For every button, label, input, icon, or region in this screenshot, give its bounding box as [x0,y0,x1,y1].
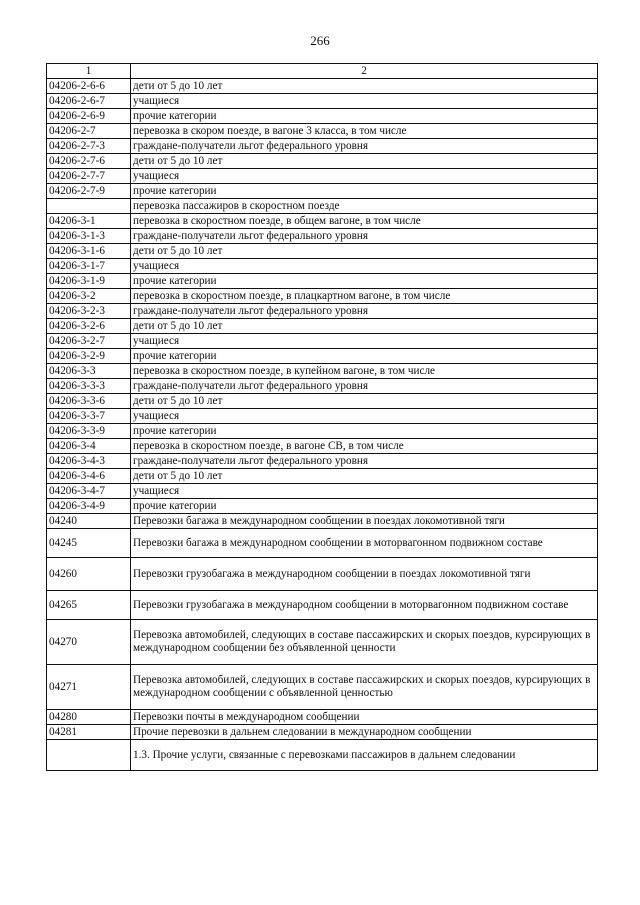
row-code: 04245 [47,529,131,558]
row-description: дети от 5 до 10 лет [131,154,598,169]
row-description: прочие категории [131,499,598,514]
table-row [47,334,598,349]
row-code: 04206-3-4-9 [47,499,131,514]
row-code: 04265 [47,591,131,620]
table-row [47,439,598,454]
table-row [47,725,598,740]
row-code: 04206-2-6-7 [47,94,131,109]
table-row [47,124,598,139]
table-row [47,244,598,259]
row-description: учащиеся [131,259,598,274]
row-description: граждане-получатели льгот федерального уровня [131,454,598,469]
row-description: прочие категории [131,274,598,289]
row-description: прочие категории [131,349,598,364]
table-row [47,665,598,710]
row-code: 04206-3-2 [47,289,131,304]
row-description: учащиеся [131,94,598,109]
table-row [47,94,598,109]
row-code: 04206-3-2-9 [47,349,131,364]
row-code: 04206-3-4-6 [47,469,131,484]
table-row [47,558,598,591]
row-description: Перевозка автомобилей, следующих в составе пассажирских и скорых поездов, курсирующих в международном сообщении без объявленной ценности [131,620,598,665]
row-description: дети от 5 до 10 лет [131,319,598,334]
row-description: прочие категории [131,109,598,124]
table-row [47,184,598,199]
row-code: 04206-3-3-6 [47,394,131,409]
table-row [47,710,598,725]
row-description: граждане-получатели льгот федерального уровня [131,304,598,319]
table-row [47,379,598,394]
row-code: 04206-3-2-3 [47,304,131,319]
row-code: 04206-3-1-3 [47,229,131,244]
row-code: 04206-3-4 [47,439,131,454]
table-row [47,349,598,364]
row-description: прочие категории [131,424,598,439]
table-row [47,304,598,319]
row-description: 1.3. Прочие услуги, связанные с перевозками пассажиров в дальнем следовании [131,740,598,771]
row-code: 04206-2-7-7 [47,169,131,184]
row-code: 04206-3-1-7 [47,259,131,274]
row-code: 04206-3-4-3 [47,454,131,469]
document-table [46,63,598,771]
table-row [47,529,598,558]
row-description: дети от 5 до 10 лет [131,244,598,259]
row-description: Перевозки грузобагажа в международном сообщении в поездах локомотивной тяги [131,558,598,591]
table-row [47,109,598,124]
row-code: 04206-2-7-6 [47,154,131,169]
row-code: 04260 [47,558,131,591]
row-description: Перевозки багажа в международном сообщении в поездах локомотивной тяги [131,514,598,529]
table-row [47,514,598,529]
row-description: перевозка в скором поезде, в вагоне 3 класса, в том числе [131,124,598,139]
row-code: 04271 [47,665,131,710]
row-code: 04206-2-7-9 [47,184,131,199]
table-row [47,289,598,304]
row-code: 04206-2-7-3 [47,139,131,154]
table-row [47,484,598,499]
table-row [47,139,598,154]
table-row [47,214,598,229]
row-code: 04281 [47,725,131,740]
table-row [47,591,598,620]
row-code: 04206-3-1-6 [47,244,131,259]
row-code: 04206-2-7 [47,124,131,139]
row-description: Перевозки почты в международном сообщении [131,710,598,725]
row-code: 04206-3-3-9 [47,424,131,439]
row-code [47,199,131,214]
table-row [47,259,598,274]
table-row [47,740,598,771]
row-code: 04206-3-3 [47,364,131,379]
row-description: учащиеся [131,169,598,184]
table-row [47,154,598,169]
row-description: учащиеся [131,334,598,349]
table-row [47,469,598,484]
row-description: Перевозки багажа в международном сообщении в моторвагонном подвижном составе [131,529,598,558]
row-code: 04206-3-1-9 [47,274,131,289]
table-row [47,424,598,439]
table-row [47,79,598,94]
row-description: перевозка в скоростном поезде, в плацкартном вагоне, в том числе [131,289,598,304]
row-code: 04206-3-2-6 [47,319,131,334]
table-row [47,409,598,424]
table-row [47,199,598,214]
table-row [47,274,598,289]
row-code: 04206-3-3-7 [47,409,131,424]
row-description: дети от 5 до 10 лет [131,394,598,409]
row-description: граждане-получатели льгот федерального уровня [131,139,598,154]
row-description: перевозка в скоростном поезде, в купейном вагоне, в том числе [131,364,598,379]
row-code: 04270 [47,620,131,665]
row-description: Перевозка автомобилей, следующих в составе пассажирских и скорых поездов, курсирующих в международном сообщении с объявленной ценностью [131,665,598,710]
table-row [47,229,598,244]
table-header-row [47,64,598,79]
row-code: 04206-3-2-7 [47,334,131,349]
table-row [47,454,598,469]
row-description: дети от 5 до 10 лет [131,469,598,484]
row-description: перевозка пассажиров в скоростном поезде [131,199,598,214]
table-body [47,79,598,771]
table-row [47,364,598,379]
row-description: учащиеся [131,484,598,499]
row-description: Прочие перевозки в дальнем следовании в международном сообщении [131,725,598,740]
table-row [47,394,598,409]
row-code: 04206-2-6-9 [47,109,131,124]
row-code [47,740,131,771]
row-description: граждане-получатели льгот федерального уровня [131,229,598,244]
row-description: Перевозки грузобагажа в международном сообщении в моторвагонном подвижном составе [131,591,598,620]
row-code: 04206-3-1 [47,214,131,229]
table-row [47,620,598,665]
column-header-1: 1 [47,64,131,79]
column-header-2: 2 [131,64,598,79]
row-description: перевозка в скоростном поезде, в вагоне СВ, в том числе [131,439,598,454]
row-description: граждане-получатели льгот федерального уровня [131,379,598,394]
page-number: 266 [310,33,330,48]
row-description: дети от 5 до 10 лет [131,79,598,94]
row-description: учащиеся [131,409,598,424]
row-code: 04240 [47,514,131,529]
row-description: перевозка в скоростном поезде, в общем вагоне, в том числе [131,214,598,229]
row-code: 04206-3-3-3 [47,379,131,394]
table-row [47,319,598,334]
table-row [47,169,598,184]
row-description: прочие категории [131,184,598,199]
row-code: 04206-3-4-7 [47,484,131,499]
row-code: 04280 [47,710,131,725]
row-code: 04206-2-6-6 [47,79,131,94]
table-row [47,499,598,514]
